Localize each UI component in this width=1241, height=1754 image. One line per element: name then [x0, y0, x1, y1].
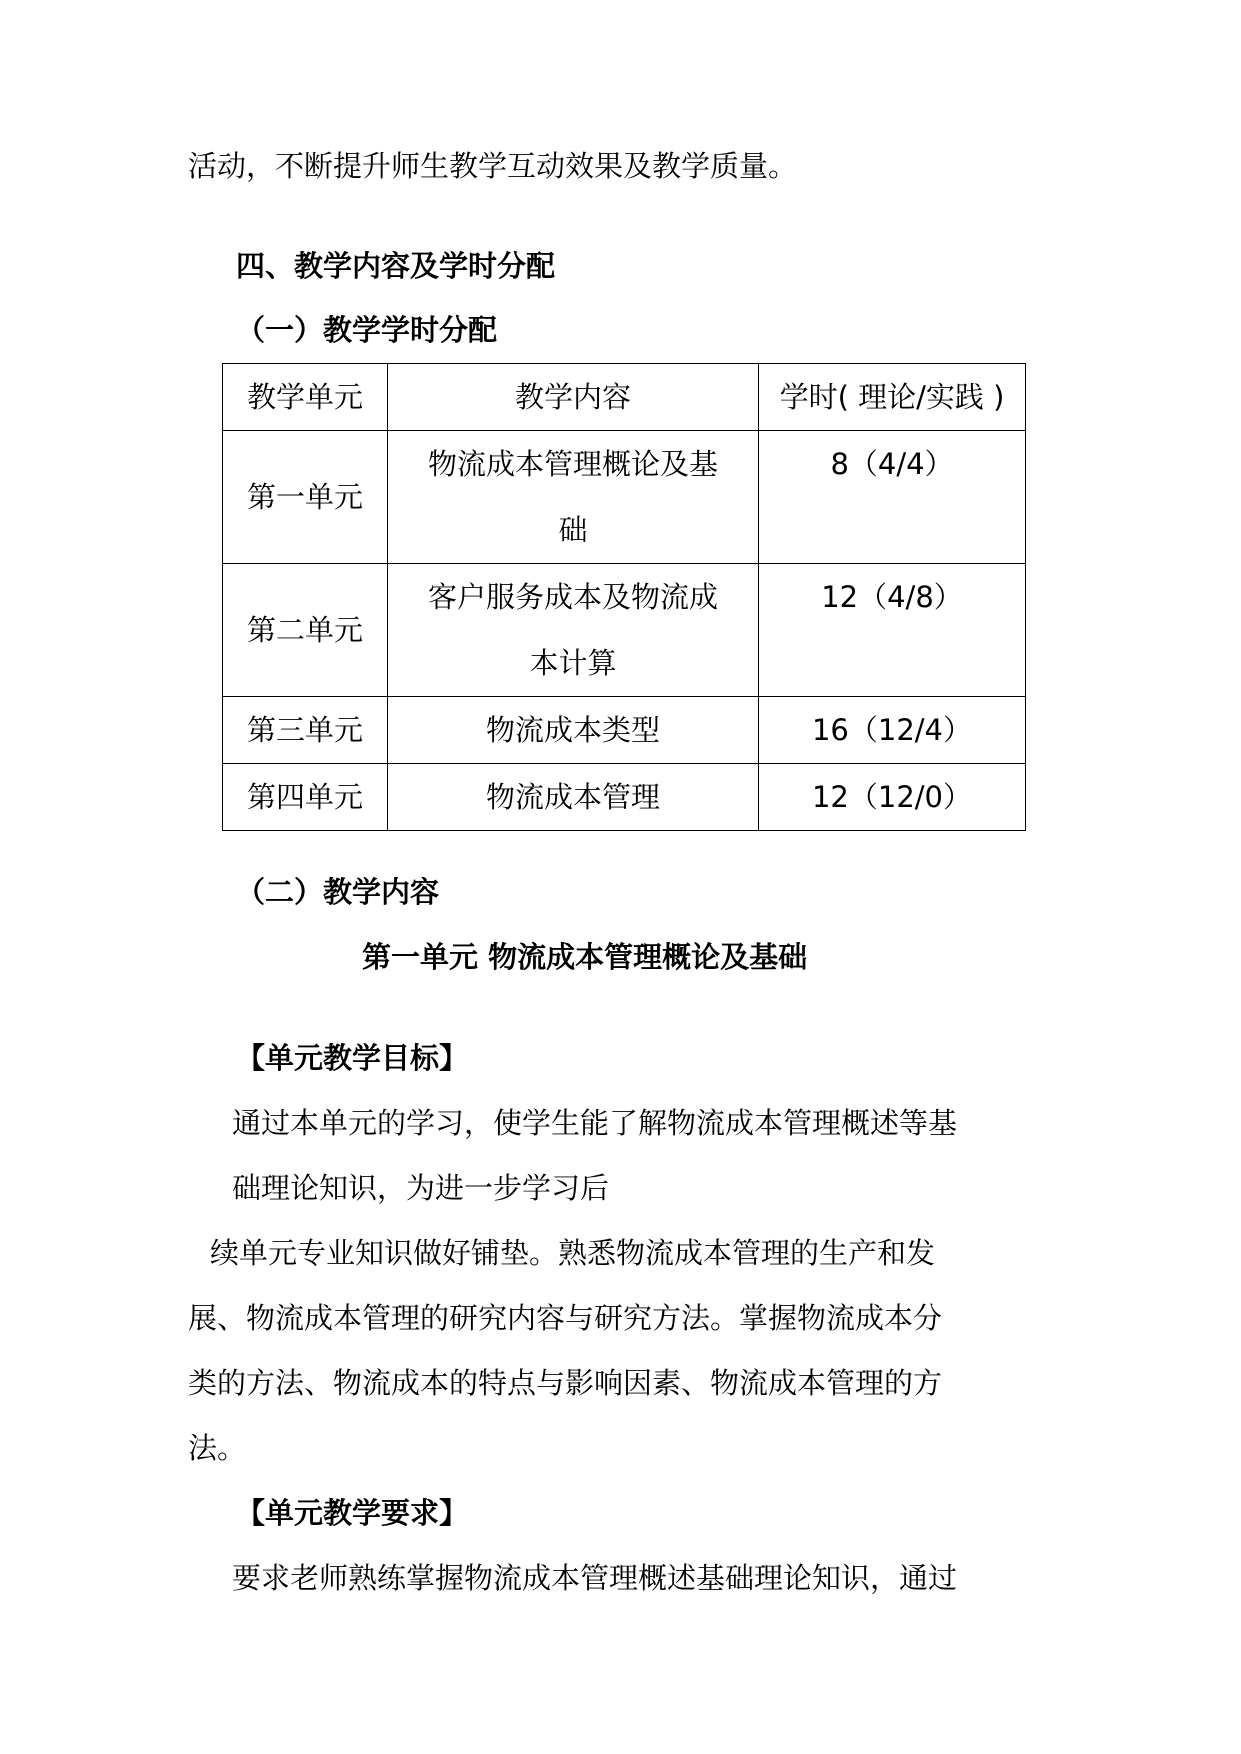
- content-line: 本计算: [529, 646, 617, 680]
- table-row: [223, 697, 1026, 764]
- objective-line: 法。: [188, 1431, 247, 1465]
- unit-cell: 第二单元: [223, 564, 388, 697]
- table-row: [223, 564, 1026, 697]
- hours-cell: 16（12/4）: [759, 697, 1026, 764]
- section-heading: 四、教学内容及学时分配: [236, 249, 556, 283]
- requirement-heading: 【单元教学要求】: [236, 1496, 469, 1530]
- content-line: 客户服务成本及物流成: [427, 580, 718, 614]
- objective-line: 展、物流成本管理的研究内容与研究方法。掌握物流成本分: [188, 1301, 943, 1335]
- header-hours: 学时( 理论/实践 ): [759, 364, 1026, 431]
- content-cell: [388, 431, 759, 564]
- table-row: [223, 764, 1026, 831]
- unit-cell: 第三单元: [223, 697, 388, 764]
- content-line: 物流成本管理概论及基: [427, 447, 718, 481]
- table-header-row: [223, 364, 1026, 431]
- header-content: 教学内容: [388, 364, 759, 431]
- requirement-line: 要求老师熟练掌握物流成本管理概述基础理论知识，通过: [232, 1561, 958, 1595]
- hours-cell: 8（4/4）: [759, 431, 1026, 564]
- content-cell: 物流成本类型: [388, 697, 759, 764]
- content-line: 础: [558, 513, 588, 547]
- intro-tail-text: 活动，不断提升师生教学互动效果及教学质量。: [188, 149, 798, 183]
- objective-line: 通过本单元的学习，使学生能了解物流成本管理概述等基: [232, 1106, 958, 1140]
- hours-allocation-table: [222, 363, 1026, 831]
- unit-title: 第一单元 物流成本管理概论及基础: [362, 940, 808, 974]
- objective-line: 续单元专业知识做好铺垫。熟悉物流成本管理的生产和发: [210, 1236, 936, 1270]
- objective-line: 类的方法、物流成本的特点与影响因素、物流成本管理的方: [188, 1366, 943, 1400]
- unit-cell: 第一单元: [223, 431, 388, 564]
- content-cell: [388, 564, 759, 697]
- objective-line: 础理论知识，为进一步学习后: [232, 1171, 610, 1205]
- subsection-heading-hours: （一）教学学时分配: [236, 313, 498, 347]
- objective-heading: 【单元教学目标】: [236, 1041, 469, 1075]
- hours-cell: 12（4/8）: [759, 564, 1026, 697]
- hours-cell: 12（12/0）: [759, 764, 1026, 831]
- header-unit: 教学单元: [223, 364, 388, 431]
- table-row: [223, 431, 1026, 564]
- unit-cell: 第四单元: [223, 764, 388, 831]
- subsection-heading-content: （二）教学内容: [236, 875, 440, 909]
- content-cell: 物流成本管理: [388, 764, 759, 831]
